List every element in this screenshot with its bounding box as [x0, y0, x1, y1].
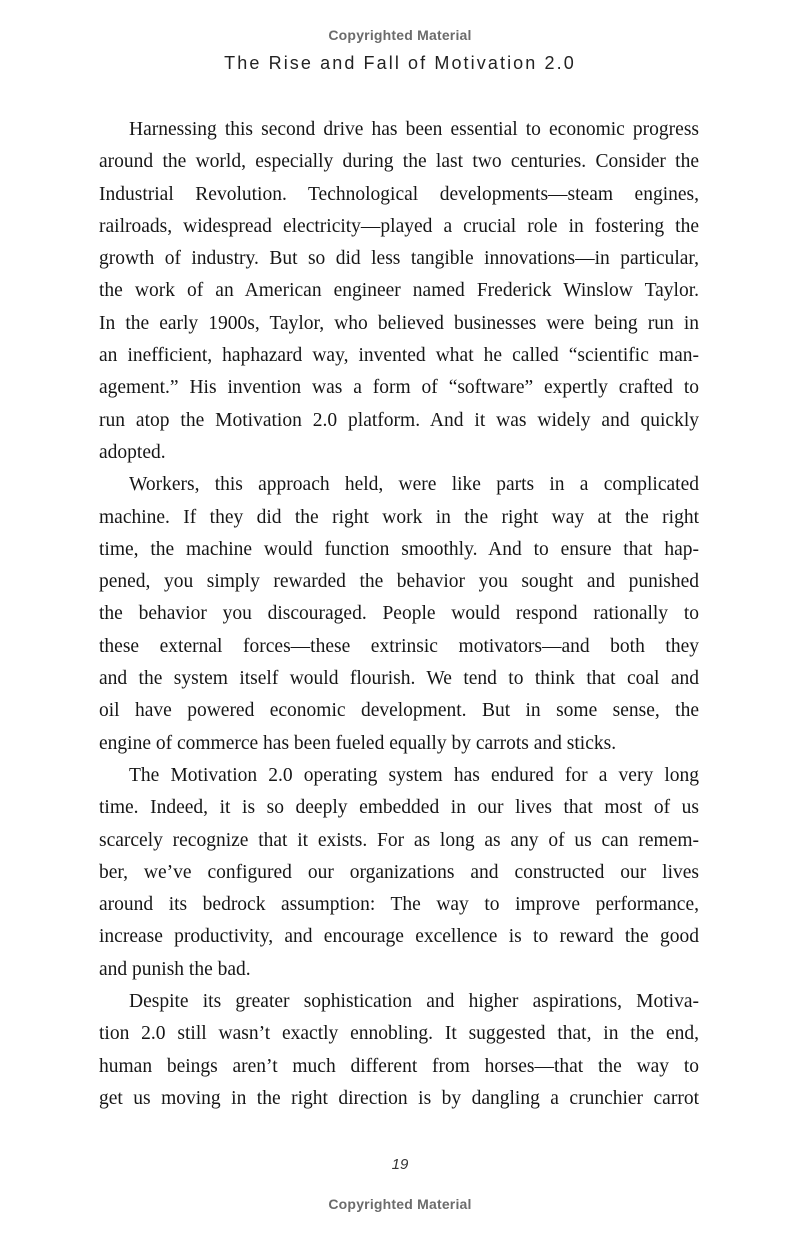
- text-line: time. Indeed, it is so deeply embedded in our lives that most of us: [99, 797, 699, 819]
- text-line: an inefficient, haphazard way, invented what he called “scientific man-: [99, 345, 699, 367]
- text-line: engine of commerce has been fueled equally by carrots and sticks.: [99, 732, 617, 754]
- text-line: and punish the bad.: [99, 958, 251, 980]
- text-line: growth of industry. But so did less tangible innovations—in particular,: [99, 248, 699, 270]
- text-line: machine. If they did the right work in the right way at the right: [99, 506, 699, 528]
- running-head: The Rise and Fall of Motivation 2.0: [224, 53, 576, 73]
- body-text: [99, 114, 699, 1115]
- text-line: scarcely recognize that it exists. For as long as any of us can remem-: [99, 829, 699, 851]
- text-line: around the world, especially during the last two centuries. Consider the: [99, 151, 699, 173]
- paragraph: [99, 114, 699, 469]
- text-line: In the early 1900s, Taylor, who believed businesses were being run in: [99, 312, 699, 334]
- text-line: pened, you simply rewarded the behavior you sought and punished: [99, 571, 699, 593]
- text-line: human beings aren’t much different from horses—that the way to: [99, 1055, 699, 1077]
- text-line: tion 2.0 still wasn’t exactly ennobling. It suggested that, in the end,: [99, 1023, 699, 1045]
- text-line: get us moving in the right direction is by dangling a crunchier carrot: [99, 1087, 699, 1109]
- text-line: Workers, this approach held, were like parts in a complicated: [129, 474, 699, 496]
- text-line: increase productivity, and encourage excellence is to reward the good: [99, 926, 699, 948]
- text-line: the work of an American engineer named Frederick Winslow Taylor.: [99, 280, 699, 302]
- text-line: Industrial Revolution. Technological developments—steam engines,: [99, 183, 699, 205]
- copyright-watermark-top: Copyrighted Material: [328, 27, 472, 43]
- page-number: 19: [391, 1156, 409, 1173]
- text-line: and the system itself would flourish. We tend to think that coal and: [99, 668, 699, 690]
- text-line: Despite its greater sophistication and higher aspirations, Motiva-: [129, 991, 699, 1013]
- text-line: these external forces—these extrinsic motivators—and both they: [99, 635, 699, 657]
- text-line: ber, we’ve configured our organizations and constructed our lives: [99, 861, 699, 883]
- text-line: run atop the Motivation 2.0 platform. And it was widely and quickly: [99, 409, 699, 431]
- text-line: time, the machine would function smoothly. And to ensure that hap-: [99, 538, 699, 560]
- text-line: oil have powered economic development. But in some sense, the: [99, 700, 699, 722]
- paragraph: [99, 986, 699, 1115]
- paragraph: [99, 469, 699, 760]
- text-line: railroads, widespread electricity—played a crucial role in fostering the: [99, 215, 699, 237]
- text-line: adopted.: [99, 441, 166, 463]
- text-line: Harnessing this second drive has been essential to economic progress: [129, 119, 699, 140]
- text-line: the behavior you discouraged. People would respond rationally to: [99, 603, 699, 625]
- text-line: agement.” His invention was a form of “software” expertly crafted to: [99, 377, 699, 399]
- paragraph: [99, 760, 699, 986]
- text-line: around its bedrock assumption: The way to improve performance,: [99, 894, 699, 916]
- copyright-watermark-bottom: Copyrighted Material: [328, 1196, 472, 1212]
- text-line: The Motivation 2.0 operating system has endured for a very long: [129, 764, 699, 786]
